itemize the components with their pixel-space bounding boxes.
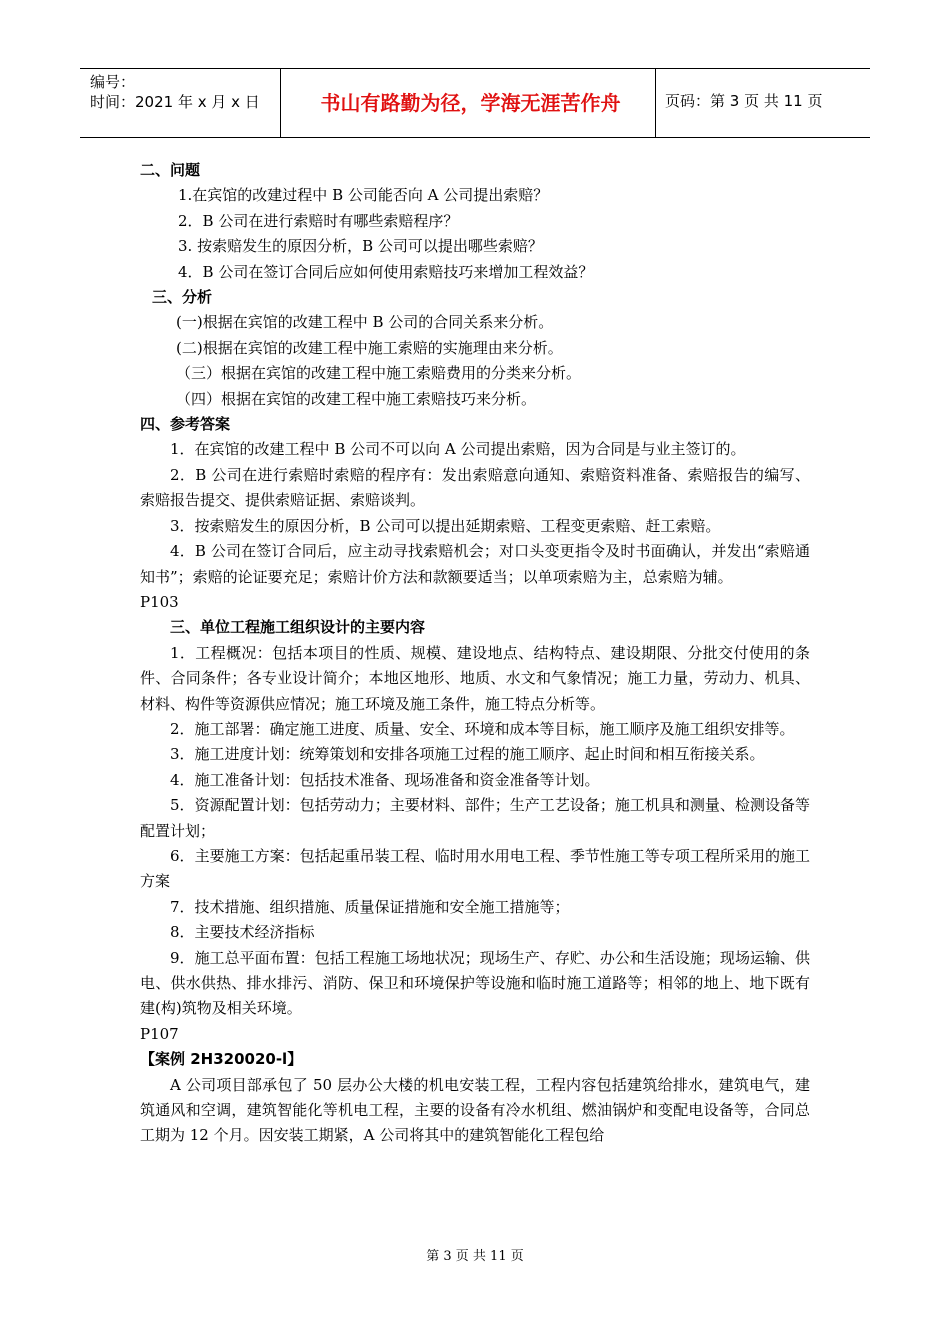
page-info: 页码：第 3 页 共 11 页 xyxy=(665,92,823,110)
org-item-5: 5．资源配置计划：包括劳动力；主要材料、部件；生产工艺设备；施工机具和测量、检测设备等配置计划； xyxy=(140,796,810,840)
analysis-3: （三）根据在宾馆的改建工程中施工索赔费用的分类来分析。 xyxy=(176,364,582,383)
header-divider xyxy=(655,69,656,137)
page-ref-p107: P107 xyxy=(140,1024,179,1043)
date-label: 时间：2021 年 x 月 x 日 xyxy=(90,93,260,111)
org-item-6: 6．主要施工方案：包括起重吊装工程、临时用水用电工程、季节性施工等专项工程所采用的施工方案 xyxy=(140,846,810,891)
number-label: 编号： xyxy=(90,73,136,91)
document-body xyxy=(140,158,810,1149)
org-item-7: 7．技术措施、组织措施、质量保证措施和安全施工措施等； xyxy=(170,897,570,916)
page-ref-p103: P103 xyxy=(140,592,179,611)
answer-1: 1．在宾馆的改建工程中 B 公司不可以向 A 公司提出索赔，因为合同是与业主签订的。 xyxy=(170,440,746,459)
answer-3: 3．按索赔发生的原因分析，B 公司可以提出延期索赔、工程变更索赔、赶工索赔。 xyxy=(170,516,721,535)
analysis-1: (一)根据在宾馆的改建工程中 B 公司的合同关系来分析。 xyxy=(176,313,554,332)
org-item-1: 1．工程概况：包括本项目的性质、规模、建设地点、结构特点、建设期限、分批交付使用的条件、合同条件；各专业设计简介；本地区地形、地质、水文和气象情况；施工力量，劳动力、机具、材料、构件等资源供应情况；施工环境及施工条件，施工特点分析等。 xyxy=(140,643,810,713)
header-motto: 书山有路勤为径，学海无涯苦作舟 xyxy=(320,91,621,115)
question-3: 3. 按索赔发生的原因分析，B 公司可以提出哪些索赔？ xyxy=(178,237,543,256)
header-meta xyxy=(90,72,280,112)
case-paragraph: A 公司项目部承包了 50 层办公大楼的机电安装工程，工程内容包括建筑给排水，建筑电气，建筑通风和空调，建筑智能化等机电工程，主要的设备有冷水机组、燃油锅炉和变配电设备等，合同总工期为 12 个月。因安装工期紧，A 公司将其中的建筑智能化工程包给 xyxy=(140,1075,810,1145)
case-title: 【案例 2H320020-l】 xyxy=(140,1050,303,1069)
header-divider xyxy=(280,69,281,137)
analysis-2: (二)根据在宾馆的改建工程中施工索赔的实施理由来分析。 xyxy=(176,338,563,357)
question-1: 1.在宾馆的改建过程中 B 公司能否向 A 公司提出索赔？ xyxy=(178,186,549,205)
answer-4: 4．B 公司在签订合同后，应主动寻找索赔机会；对口头变更指令及时书面确认，并发出“索赔通知书”；索赔的论证要充足；索赔计价方法和款额要适当；以单项索赔为主，总索赔为辅。 xyxy=(140,542,810,586)
section-title-org-design: 三、单位工程施工组织设计的主要内容 xyxy=(170,618,426,637)
analysis-4: （四）根据在宾馆的改建工程中施工索赔技巧来分析。 xyxy=(176,389,537,408)
section-title-answers: 四、参考答案 xyxy=(140,415,231,434)
section-title-analysis: 三、分析 xyxy=(152,288,213,307)
question-2: 2．B 公司在进行索赔时有哪些索赔程序？ xyxy=(178,211,459,230)
org-item-3: 3．施工进度计划：统筹策划和安排各项施工过程的施工顺序、起止时间和相互衔接关系。 xyxy=(170,745,765,764)
page-header xyxy=(80,68,870,138)
org-item-8: 8．主要技术经济指标 xyxy=(170,923,315,942)
org-item-4: 4．施工准备计划：包括技术准备、现场准备和资金准备等计划。 xyxy=(170,770,600,789)
answer-2: 2．B 公司在进行索赔时索赔的程序有：发出索赔意向通知、索赔资料准备、索赔报告的编写、索赔报告提交、提供索赔证据、索赔谈判。 xyxy=(140,465,810,510)
page-footer: 第 3 页 共 11 页 xyxy=(426,1249,524,1264)
section-title-questions: 二、问题 xyxy=(140,161,201,179)
org-item-2: 2．施工部署：确定施工进度、质量、安全、环境和成本等目标，施工顺序及施工组织安排等。 xyxy=(170,719,795,738)
question-4: 4．B 公司在签订合同后应如何使用索赔技巧来增加工程效益？ xyxy=(178,262,594,281)
org-item-9: 9．施工总平面布置：包括工程施工场地状况；现场生产、存贮、办公和生活设施；现场运输、供电、供水供热、排水排污、消防、保卫和环境保护等设施和临时施工道路等；相邻的地上、地下既有建(构)筑物及相关环境。 xyxy=(140,948,810,1018)
